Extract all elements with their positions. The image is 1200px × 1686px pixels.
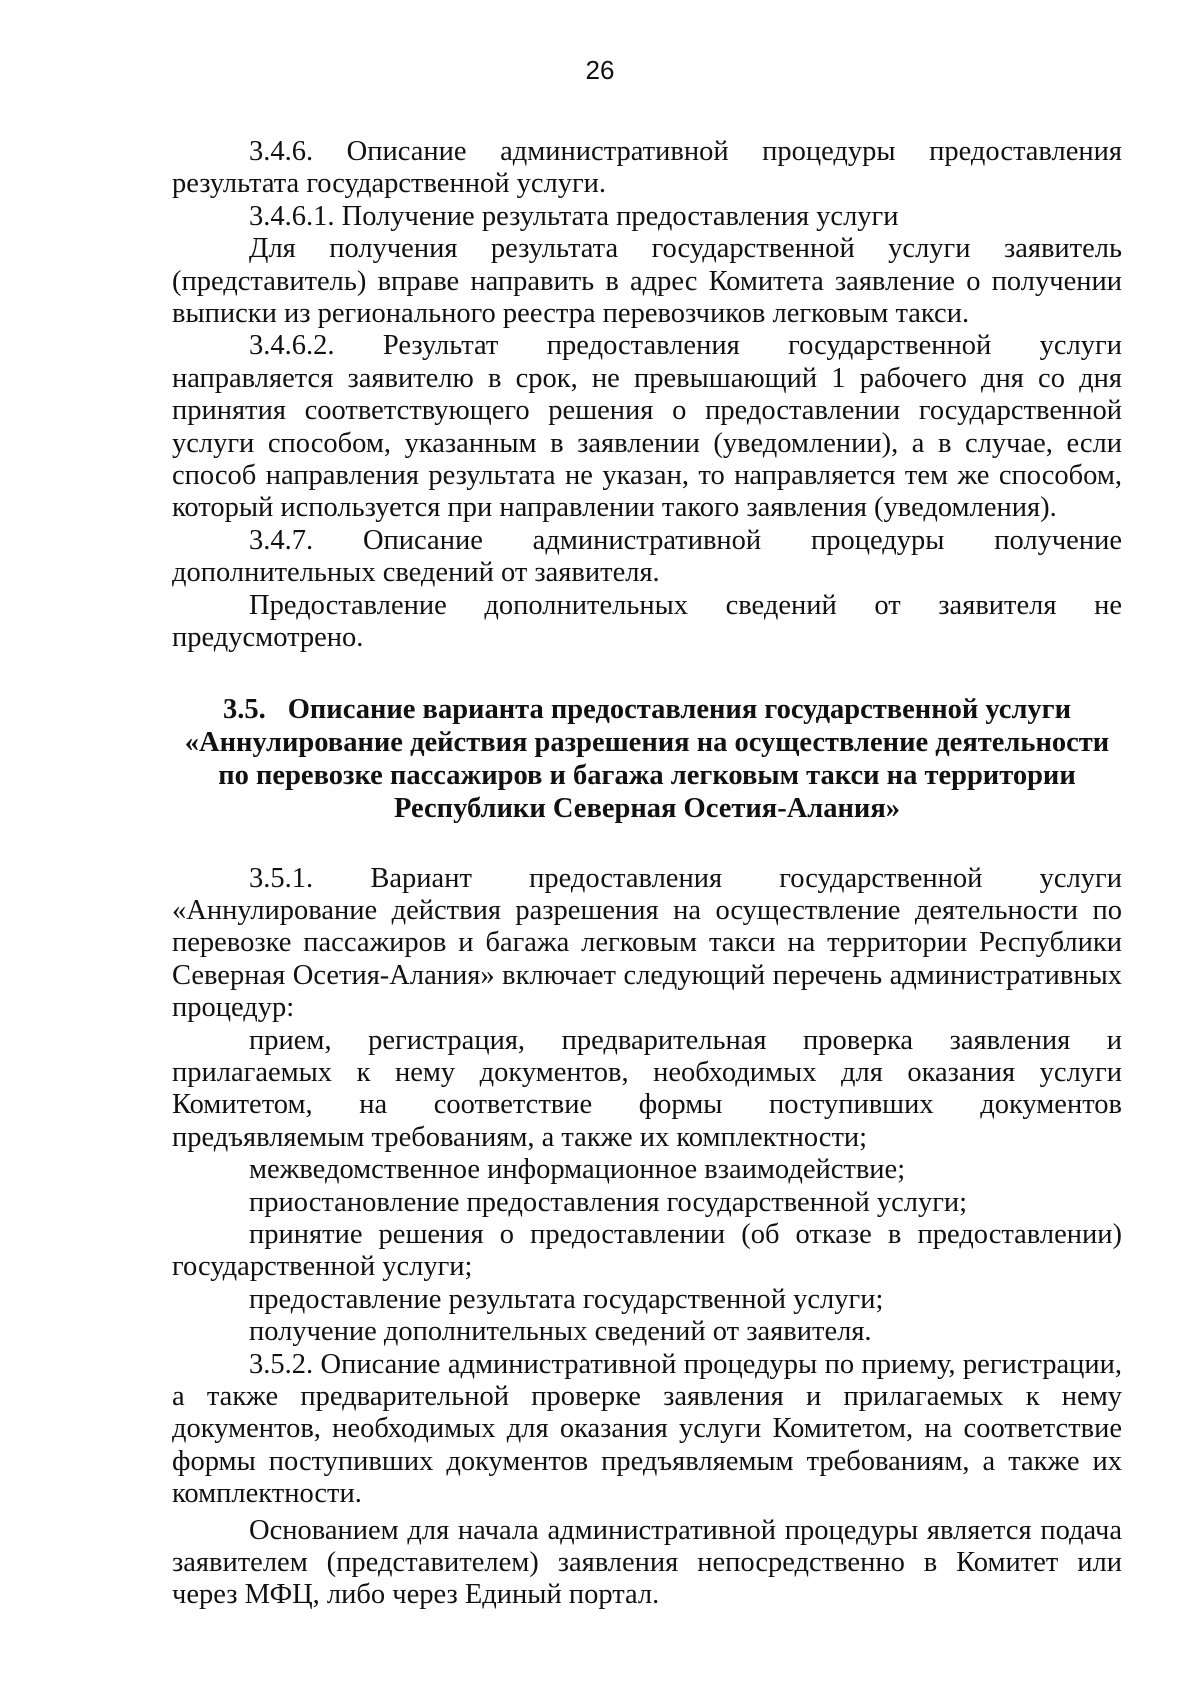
section-heading-number: 3.5.: [222, 693, 266, 725]
paragraph-3-4-6: 3.4.6. Описание административной процедуры предоставления результата государственной услуги.: [172, 136, 1122, 200]
paragraph-3-5-1: 3.5.1. Вариант предоставления государственной услуги «Аннулирование действия разрешения на осуществление деятельности по перевозке пассажиров и багажа легковым такси на территории Республики Северная Осетия-Алания» включает следующий перечень административных процедур:: [172, 862, 1122, 1024]
list-item-decision: принятие решения о предоставлении (об отказе в предоставлении) государственной услуги;: [172, 1218, 1122, 1283]
list-item-additional-info: получение дополнительных сведений от заявителя.: [249, 1316, 872, 1348]
section-heading-3-5: [172, 693, 1122, 825]
section-heading-text: Описание варианта предоставления государственной услуги «Аннулирование действия разрешения на осуществление деятельности по перевозке пассажиров и багажа легковым такси на территории Республики Северная Осетия-Алания»: [184, 693, 1110, 824]
paragraph-basis: Основанием для начала административной процедуры является подача заявителем (представителем) заявления непосредственно в Комитет или через МФЦ, либо через Единый портал.: [172, 1514, 1122, 1611]
list-item-result: предоставление результата государственной услуги;: [249, 1283, 884, 1315]
document-body: [172, 136, 1122, 1612]
list-item-suspension: приостановление предоставления государственной услуги;: [249, 1186, 968, 1218]
paragraph-3-4-7: 3.4.7. Описание административной процедуры получение дополнительных сведений от заявителя.: [172, 524, 1122, 589]
paragraph-result-request: Для получения результата государственной услуги заявитель (представитель) вправе направить в адрес Комитета заявление о получении выписки из регионального реестра перевозчиков легковым такси.: [172, 233, 1122, 330]
paragraph-3-4-6-2: 3.4.6.2. Результат предоставления государственной услуги направляется заявителю в срок, не превышающий 1 рабочего дня со дня принятия соответствующего решения о предоставлении государственной услуги способом, указанным в заявлении (уведомлении), а в случае, если способ направления результата не указан, то направляется тем же способом, который используется при направлении такого заявления (уведомления).: [172, 330, 1122, 524]
paragraph-3-4-6-1: 3.4.6.1. Получение результата предоставления услуги: [249, 200, 899, 232]
paragraph-3-5-2: 3.5.2. Описание административной процедуры по приему, регистрации, а также предварительной проверке заявления и прилагаемых к нему документов, необходимых для оказания услуги Комитетом, на соответствие формы поступивших документов предъявляемым требованиям, а также их комплектности.: [172, 1348, 1122, 1510]
paragraph-additional-info: Предоставление дополнительных сведений от заявителя не предусмотрено.: [172, 589, 1122, 654]
page-number: 26: [585, 55, 615, 85]
list-item-interagency: межведомственное информационное взаимодействие;: [249, 1154, 906, 1186]
list-item-reception: прием, регистрация, предварительная проверка заявления и прилагаемых к нему документов, необходимых для оказания услуги Комитетом, на соответствие формы поступивших документов предъявляемым требованиям, а также их комплектности;: [172, 1024, 1122, 1153]
